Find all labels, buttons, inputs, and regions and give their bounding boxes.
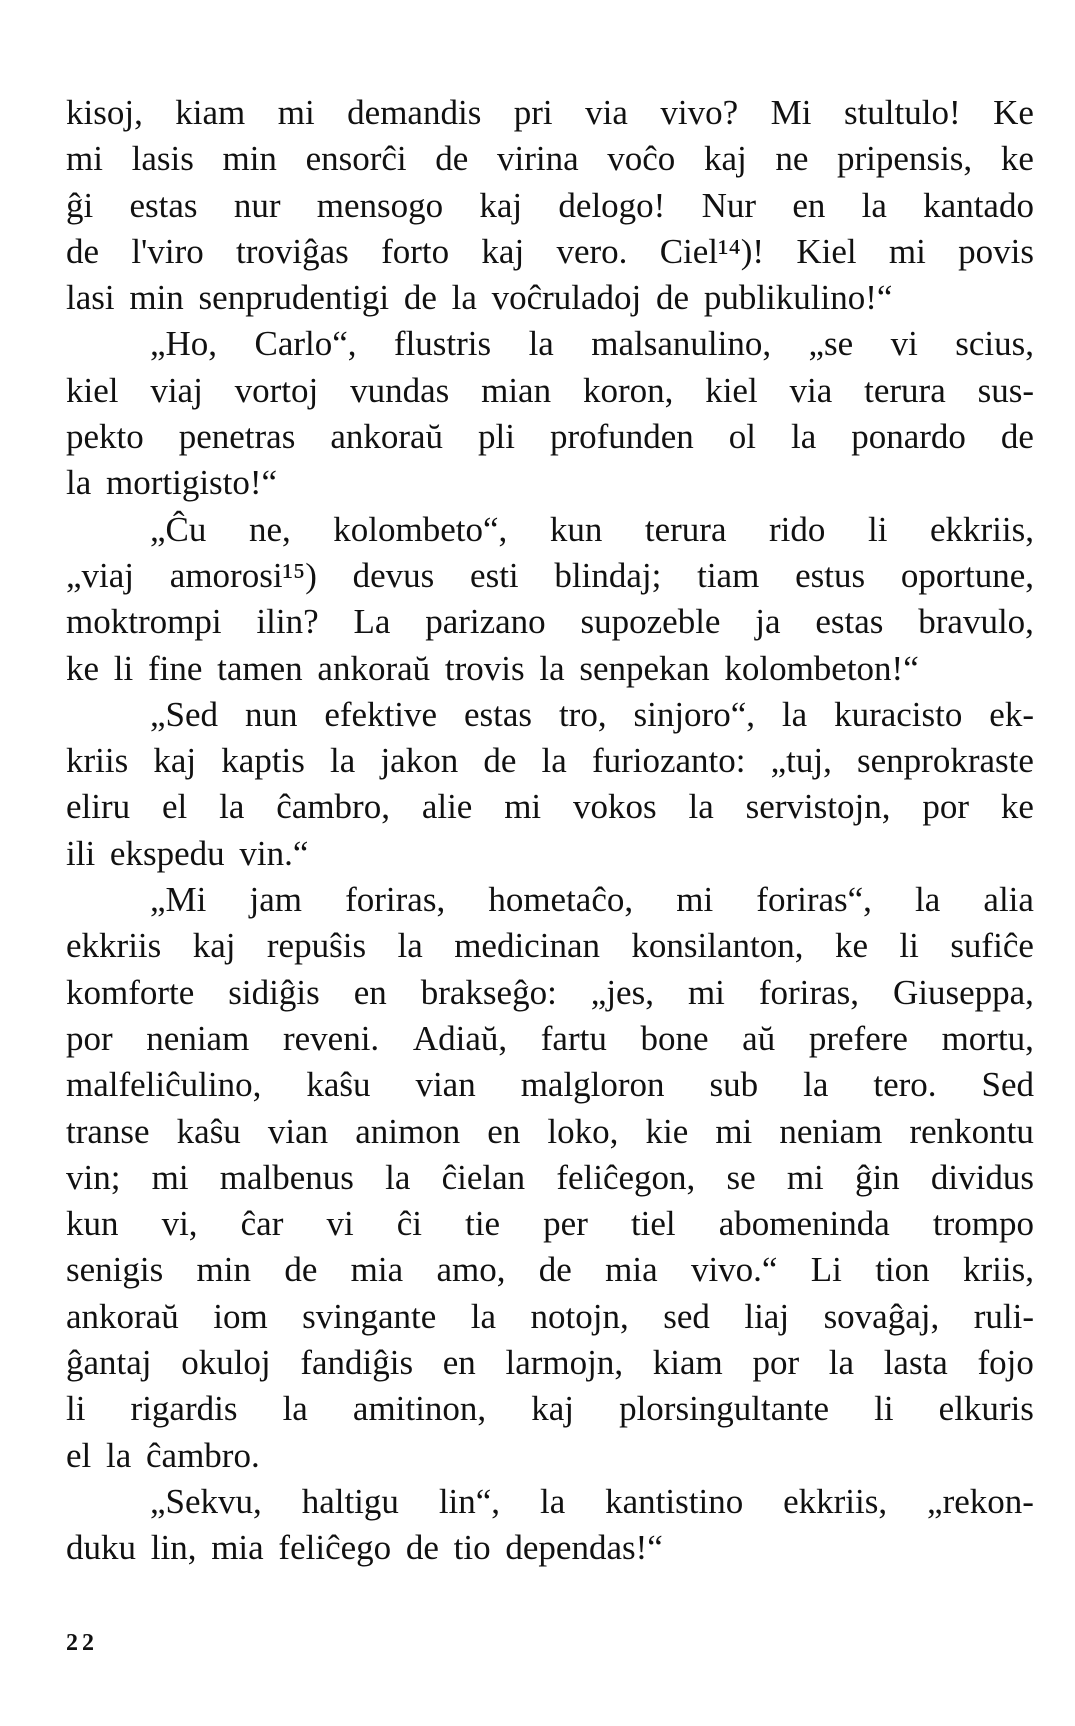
text-line: „Ho, Carlo“, flustris la malsanulino, „se vi scius, — [150, 324, 1034, 364]
text-line: „Ĉu ne, kolombeto“, kun terura rido li ekkriis, — [150, 509, 1034, 549]
text-line: „Sekvu, haltigu lin“, la kantistino ekkriis, „rekon- — [150, 1481, 1034, 1521]
text-line: eliru el la ĉambro, alie mi vokos la servistojn, por ke — [66, 787, 1034, 827]
text-line: ili ekspedu vin.“ — [66, 833, 309, 873]
text-line: senigis min de mia amo, de mia vivo.“ Li tion kriis, — [66, 1250, 1034, 1290]
body-text — [66, 90, 1034, 1572]
text-line: „viaj amorosi¹⁵) devus esti blindaj; tiam estus oportune, — [66, 555, 1034, 595]
text-line: lasi min senprudentigi de la voĉruladoj de publikulino!“ — [66, 278, 893, 318]
text-line: kiel viaj vortoj vundas mian koron, kiel via terura sus- — [66, 370, 1034, 410]
text-line: vin; mi malbenus la ĉielan feliĉegon, se mi ĝin dividus — [66, 1157, 1034, 1197]
text-line: pekto penetras ankoraŭ pli profunden ol la ponardo de — [66, 417, 1034, 457]
text-line: mi lasis min ensorĉi de virina voĉo kaj ne pripensis, ke — [66, 139, 1034, 179]
text-line: malfeliĉulino, kaŝu vian malgloron sub la tero. Sed — [66, 1065, 1034, 1105]
page-number: 22 — [66, 1630, 98, 1656]
text-line: ke li fine tamen ankoraŭ trovis la senpekan kolombeton!“ — [66, 648, 919, 688]
text-line: moktrompi ilin? La parizano supozeble ja estas bravulo, — [66, 602, 1034, 642]
text-line: kun vi, ĉar vi ĉi tie per tiel abomeninda trompo — [66, 1204, 1034, 1244]
text-line: la mortigisto!“ — [66, 463, 278, 503]
text-line: ankoraŭ iom svingante la notojn, sed liaj sovaĝaj, ruli- — [66, 1296, 1034, 1336]
text-line: kisoj, kiam mi demandis pri via vivo? Mi stultulo! Ke — [66, 93, 1034, 132]
text-line: „Mi jam foriras, hometaĉo, mi foriras“, la alia — [150, 880, 1034, 920]
text-line: de l'viro troviĝas forto kaj vero. Ciel¹⁴)! Kiel mi povis — [66, 231, 1034, 271]
text-line: por neniam reveni. Adiaŭ, fartu bone aŭ prefere mortu, — [66, 1018, 1034, 1058]
text-line: ĝi estas nur mensogo kaj delogo! Nur en la kantado — [66, 185, 1034, 225]
paragraph — [66, 1479, 1034, 1572]
paragraph — [66, 877, 1034, 1479]
text-line: transe kaŝu vian animon en loko, kie mi neniam renkontu — [66, 1111, 1034, 1151]
text-line: komforte sidiĝis en brakseĝo: „jes, mi foriras, Giuseppa, — [66, 972, 1034, 1012]
text-line: kriis kaj kaptis la jakon de la furiozanto: „tuj, senprokraste — [66, 741, 1034, 781]
paragraph — [66, 321, 1034, 506]
text-line: ekkriis kaj repuŝis la medicinan konsilanton, ke li sufiĉe — [66, 926, 1034, 966]
text-line: el la ĉambro. — [66, 1435, 260, 1475]
paragraph — [66, 90, 1034, 321]
paragraph — [66, 507, 1034, 692]
text-line: duku lin, mia feliĉego de tio dependas!“ — [66, 1528, 663, 1568]
paragraph — [66, 692, 1034, 877]
text-line: li rigardis la amitinon, kaj plorsingultante li elkuris — [66, 1389, 1034, 1429]
text-line: ĝantaj okuloj fandiĝis en larmojn, kiam por la lasta fojo — [66, 1343, 1034, 1383]
text-line: „Sed nun efektive estas tro, sinjoro“, la kuracisto ek- — [150, 694, 1034, 734]
